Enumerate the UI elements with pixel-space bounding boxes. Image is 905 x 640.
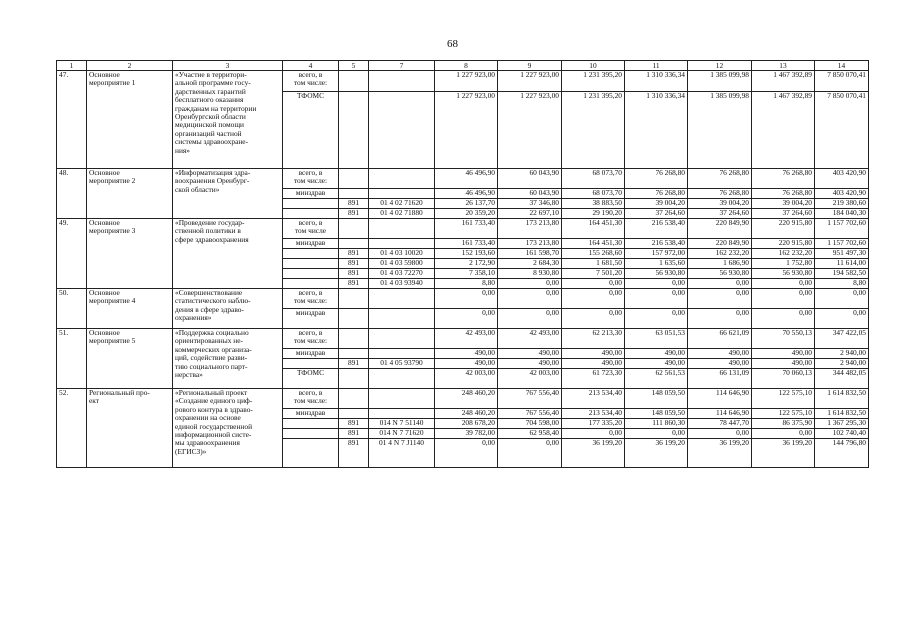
amount-cell: 0,00 (625, 289, 688, 309)
amount-cell: 2 940,00 (815, 349, 869, 359)
amount-cell: 0,00 (688, 279, 752, 289)
amount-cell: 1 231 395,20 (562, 71, 625, 92)
amount-cell: 66 131,09 (688, 369, 752, 389)
funding-source (283, 249, 339, 259)
budget-code (369, 169, 435, 189)
funding-source: минздрав (283, 349, 339, 359)
table-row (57, 219, 869, 239)
amount-cell: 0,00 (562, 429, 625, 439)
department-code (339, 189, 369, 199)
amount-cell: 148 059,50 (625, 409, 688, 419)
amount-cell: 78 447,70 (688, 419, 752, 429)
department-code (339, 71, 369, 92)
amount-cell: 347 422,05 (815, 329, 869, 349)
amount-cell: 148 059,50 (625, 389, 688, 409)
amount-cell: 177 335,20 (562, 419, 625, 429)
amount-cell: 490,00 (625, 349, 688, 359)
amount-cell: 490,00 (498, 359, 562, 369)
table-row (57, 71, 869, 92)
amount-cell: 1 227 923,00 (435, 71, 498, 92)
amount-cell: 62 213,30 (562, 329, 625, 349)
funding-source (283, 279, 339, 289)
amount-cell: 122 575,10 (752, 409, 815, 419)
budget-code: 01 4 03 10020 (369, 249, 435, 259)
budget-code (369, 71, 435, 92)
column-number: 9 (498, 61, 562, 71)
amount-cell: 122 575,10 (752, 389, 815, 409)
amount-cell: 61 723,30 (562, 369, 625, 389)
department-code (339, 289, 369, 309)
department-code (339, 349, 369, 359)
amount-cell: 1 231 395,20 (562, 92, 625, 169)
funding-source: всего, в том числе: (283, 71, 339, 92)
amount-cell: 56 930,80 (688, 269, 752, 279)
department-code (339, 239, 369, 249)
amount-cell: 37 264,60 (625, 209, 688, 219)
department-code (339, 309, 369, 329)
budget-code: 014 N 7 71620 (369, 429, 435, 439)
amount-cell: 213 534,40 (562, 389, 625, 409)
amount-cell: 220 915,80 (752, 239, 815, 249)
amount-cell: 0,00 (815, 289, 869, 309)
amount-cell: 0,00 (752, 289, 815, 309)
amount-cell: 2 940,00 (815, 359, 869, 369)
amount-cell: 184 040,30 (815, 209, 869, 219)
amount-cell: 0,00 (815, 309, 869, 329)
amount-cell: 0,00 (435, 439, 498, 468)
department-code: 891 (339, 249, 369, 259)
amount-cell: 1 635,60 (625, 259, 688, 269)
column-number: 1 (57, 61, 87, 71)
item-number: 48. (57, 169, 87, 219)
amount-cell: 144 796,80 (815, 439, 869, 468)
item-number: 47. (57, 71, 87, 169)
budget-code (369, 189, 435, 199)
amount-cell: 1 614 832,50 (815, 389, 869, 409)
department-code (339, 389, 369, 409)
amount-cell: 38 883,50 (562, 199, 625, 209)
item-description: «Региональный проект «Создание единого циф- рового контура в здраво- охранении на основе единой государственной информационной систе- мы здравоохранения (ЕГИСЗ)» (173, 389, 283, 468)
amount-cell: 8,80 (435, 279, 498, 289)
table-row (57, 289, 869, 309)
amount-cell: 220 849,90 (688, 219, 752, 239)
amount-cell: 8,80 (815, 279, 869, 289)
funding-source (283, 199, 339, 209)
amount-cell: 76 268,80 (752, 189, 815, 199)
amount-cell: 490,00 (688, 359, 752, 369)
amount-cell: 56 930,80 (625, 269, 688, 279)
amount-cell: 0,00 (688, 429, 752, 439)
amount-cell: 2 172,90 (435, 259, 498, 269)
amount-cell: 490,00 (435, 359, 498, 369)
item-description: «Совершенствование статистического наблю- дения в сфере здраво- охранения» (173, 289, 283, 329)
amount-cell: 0,00 (435, 309, 498, 329)
funding-source (283, 419, 339, 429)
budget-code (369, 409, 435, 419)
amount-cell: 208 678,20 (435, 419, 498, 429)
column-number: 10 (562, 61, 625, 71)
amount-cell: 68 073,70 (562, 169, 625, 189)
column-number: 12 (688, 61, 752, 71)
department-code: 891 (339, 199, 369, 209)
amount-cell: 161 733,40 (435, 239, 498, 249)
amount-cell: 490,00 (752, 359, 815, 369)
budget-code (369, 309, 435, 329)
amount-cell: 62 561,53 (625, 369, 688, 389)
amount-cell: 0,00 (562, 289, 625, 309)
item-description: «Информатизация здра- воохранения Оренбург- ской области» (173, 169, 283, 219)
amount-cell: 0,00 (562, 279, 625, 289)
funding-source: всего, в том числе (283, 219, 339, 239)
amount-cell: 219 380,60 (815, 199, 869, 209)
amount-cell: 1 681,50 (562, 259, 625, 269)
item-number: 50. (57, 289, 87, 329)
amount-cell: 20 359,20 (435, 209, 498, 219)
item-name: Основное мероприятие 5 (87, 329, 173, 389)
item-number: 52. (57, 389, 87, 468)
amount-cell: 60 043,90 (498, 189, 562, 199)
amount-cell: 1 227 923,00 (498, 71, 562, 92)
funding-source (283, 429, 339, 439)
amount-cell: 1 752,80 (752, 259, 815, 269)
department-code: 891 (339, 439, 369, 468)
amount-cell: 248 460,20 (435, 409, 498, 419)
amount-cell: 11 614,00 (815, 259, 869, 269)
amount-cell: 36 199,20 (752, 439, 815, 468)
budget-code: 014 N 7 51140 (369, 419, 435, 429)
amount-cell: 42 493,00 (498, 329, 562, 349)
amount-cell: 164 451,30 (562, 219, 625, 239)
table-row (57, 329, 869, 349)
amount-cell: 39 004,20 (625, 199, 688, 209)
funding-source: минздрав (283, 239, 339, 249)
item-name: Региональный про- ект (87, 389, 173, 468)
amount-cell: 403 420,90 (815, 189, 869, 199)
funding-source: минздрав (283, 409, 339, 419)
amount-cell: 1 467 392,89 (752, 71, 815, 92)
amount-cell: 86 375,90 (752, 419, 815, 429)
amount-cell: 76 268,80 (688, 169, 752, 189)
department-code (339, 219, 369, 239)
amount-cell: 39 004,20 (688, 199, 752, 209)
item-name: Основное мероприятие 3 (87, 219, 173, 289)
amount-cell: 0,00 (435, 289, 498, 309)
amount-cell: 36 199,20 (625, 439, 688, 468)
amount-cell: 0,00 (562, 309, 625, 329)
amount-cell: 1 310 336,34 (625, 71, 688, 92)
item-name: Основное мероприятие 4 (87, 289, 173, 329)
amount-cell: 213 534,40 (562, 409, 625, 419)
funding-source: всего, в том числе: (283, 389, 339, 409)
amount-cell: 173 213,80 (498, 219, 562, 239)
amount-cell: 1 227 923,00 (498, 92, 562, 169)
column-number: 4 (283, 61, 339, 71)
amount-cell: 0,00 (625, 429, 688, 439)
amount-cell: 70 550,13 (752, 329, 815, 349)
amount-cell: 1 227 923,00 (435, 92, 498, 169)
budget-code: 01 4 03 59800 (369, 259, 435, 269)
column-number-row (57, 61, 869, 71)
amount-cell: 157 972,00 (625, 249, 688, 259)
table-body (57, 71, 869, 468)
department-code: 891 (339, 419, 369, 429)
amount-cell: 37 264,60 (752, 209, 815, 219)
amount-cell: 8 930,80 (498, 269, 562, 279)
amount-cell: 0,00 (498, 279, 562, 289)
amount-cell: 173 213,80 (498, 239, 562, 249)
amount-cell: 1 614 832,50 (815, 409, 869, 419)
amount-cell: 767 556,40 (498, 409, 562, 419)
amount-cell: 39 782,00 (435, 429, 498, 439)
amount-cell: 162 232,20 (688, 249, 752, 259)
amount-cell: 164 451,30 (562, 239, 625, 249)
amount-cell: 490,00 (688, 349, 752, 359)
amount-cell: 0,00 (625, 279, 688, 289)
amount-cell: 155 268,60 (562, 249, 625, 259)
amount-cell: 1 157 702,60 (815, 239, 869, 249)
amount-cell: 42 003,00 (435, 369, 498, 389)
item-number: 49. (57, 219, 87, 289)
column-number: 5 (339, 61, 369, 71)
amount-cell: 76 268,80 (688, 189, 752, 199)
department-code (339, 369, 369, 389)
amount-cell: 0,00 (498, 309, 562, 329)
column-number: 8 (435, 61, 498, 71)
amount-cell: 490,00 (435, 349, 498, 359)
funding-source (283, 359, 339, 369)
funding-source (283, 439, 339, 468)
amount-cell: 37 264,60 (688, 209, 752, 219)
department-code: 891 (339, 429, 369, 439)
amount-cell: 162 232,20 (752, 249, 815, 259)
department-code: 891 (339, 359, 369, 369)
page-number: 68 (447, 38, 458, 50)
department-code (339, 329, 369, 349)
amount-cell: 60 043,90 (498, 169, 562, 189)
budget-code (369, 389, 435, 409)
amount-cell: 220 915,80 (752, 219, 815, 239)
amount-cell: 0,00 (688, 309, 752, 329)
amount-cell: 767 556,40 (498, 389, 562, 409)
amount-cell: 216 538,40 (625, 219, 688, 239)
budget-code (369, 289, 435, 309)
amount-cell: 1 686,90 (688, 259, 752, 269)
amount-cell: 7 850 070,41 (815, 92, 869, 169)
department-code (339, 409, 369, 419)
amount-cell: 111 860,30 (625, 419, 688, 429)
item-description: «Проведение государ- ственной политики в сфере здравоохранения (173, 219, 283, 289)
amount-cell: 161 598,70 (498, 249, 562, 259)
amount-cell: 76 268,80 (625, 189, 688, 199)
amount-cell: 7 501,20 (562, 269, 625, 279)
amount-cell: 161 733,40 (435, 219, 498, 239)
budget-code: 01 4 N 7 J1140 (369, 439, 435, 468)
amount-cell: 7 850 070,41 (815, 71, 869, 92)
budget-code: 01 4 02 71620 (369, 199, 435, 209)
amount-cell: 76 268,80 (752, 169, 815, 189)
item-number: 51. (57, 329, 87, 389)
amount-cell: 114 646,90 (688, 409, 752, 419)
department-code: 891 (339, 279, 369, 289)
item-description: «Участие в территори- альной программе госу- дарственных гарантий бесплатного оказания гражданам на территории Оренбургской области медицинской помощи организаций частной системы здравоохране- ния» (173, 71, 283, 169)
amount-cell: 76 268,80 (625, 169, 688, 189)
item-name: Основное мероприятие 2 (87, 169, 173, 219)
funding-source: всего, в том числе: (283, 289, 339, 309)
amount-cell: 248 460,20 (435, 389, 498, 409)
funding-source: всего, в том числе: (283, 169, 339, 189)
amount-cell: 490,00 (625, 359, 688, 369)
amount-cell: 490,00 (498, 349, 562, 359)
budget-code (369, 329, 435, 349)
budget-code: 01 4 02 71880 (369, 209, 435, 219)
budget-code (369, 349, 435, 359)
funding-source (283, 269, 339, 279)
amount-cell: 68 073,70 (562, 189, 625, 199)
amount-cell: 0,00 (498, 289, 562, 309)
amount-cell: 490,00 (562, 349, 625, 359)
amount-cell: 0,00 (752, 429, 815, 439)
amount-cell: 220 849,90 (688, 239, 752, 249)
amount-cell: 36 199,20 (562, 439, 625, 468)
budget-code: 01 4 05 93790 (369, 359, 435, 369)
department-code: 891 (339, 209, 369, 219)
amount-cell: 42 003,00 (498, 369, 562, 389)
amount-cell: 0,00 (498, 439, 562, 468)
amount-cell: 0,00 (752, 309, 815, 329)
amount-cell: 56 930,80 (752, 269, 815, 279)
amount-cell: 1 467 392,89 (752, 92, 815, 169)
amount-cell: 66 621,09 (688, 329, 752, 349)
table-row (57, 389, 869, 409)
column-number: 3 (173, 61, 283, 71)
budget-code (369, 239, 435, 249)
amount-cell: 0,00 (625, 309, 688, 329)
amount-cell: 1 367 295,30 (815, 419, 869, 429)
budget-code (369, 369, 435, 389)
amount-cell: 194 582,50 (815, 269, 869, 279)
funding-source: минздрав (283, 189, 339, 199)
amount-cell: 403 420,90 (815, 169, 869, 189)
amount-cell: 29 190,20 (562, 209, 625, 219)
amount-cell: 152 193,60 (435, 249, 498, 259)
amount-cell: 490,00 (562, 359, 625, 369)
amount-cell: 0,00 (752, 279, 815, 289)
column-number: 7 (369, 61, 435, 71)
amount-cell: 114 646,90 (688, 389, 752, 409)
amount-cell: 490,00 (752, 349, 815, 359)
amount-cell: 37 346,80 (498, 199, 562, 209)
column-number: 2 (87, 61, 173, 71)
budget-code: 01 4 03 72270 (369, 269, 435, 279)
amount-cell: 39 004,20 (752, 199, 815, 209)
amount-cell: 46 496,90 (435, 169, 498, 189)
amount-cell: 1 385 099,98 (688, 71, 752, 92)
item-name: Основное мероприятие 1 (87, 71, 173, 169)
funding-source: минздрав (283, 309, 339, 329)
amount-cell: 36 199,20 (688, 439, 752, 468)
column-number: 11 (625, 61, 688, 71)
amount-cell: 0,00 (688, 289, 752, 309)
funding-source (283, 259, 339, 269)
department-code: 891 (339, 259, 369, 269)
amount-cell: 1 310 336,34 (625, 92, 688, 169)
amount-cell: 63 051,53 (625, 329, 688, 349)
amount-cell: 1 157 702,60 (815, 219, 869, 239)
funding-source: всего, в том числе: (283, 329, 339, 349)
table-row (57, 169, 869, 189)
amount-cell: 2 684,30 (498, 259, 562, 269)
budget-code (369, 92, 435, 169)
amount-cell: 1 385 099,98 (688, 92, 752, 169)
item-description: «Поддержка социально ориентированных не- коммерческих организа- ций, содействие разви- тию социального парт- нерства» (173, 329, 283, 389)
amount-cell: 704 598,00 (498, 419, 562, 429)
department-code (339, 92, 369, 169)
amount-cell: 7 358,10 (435, 269, 498, 279)
amount-cell: 951 497,30 (815, 249, 869, 259)
budget-code: 01 4 03 93940 (369, 279, 435, 289)
amount-cell: 102 740,40 (815, 429, 869, 439)
department-code: 891 (339, 269, 369, 279)
amount-cell: 46 496,90 (435, 189, 498, 199)
amount-cell: 70 060,13 (752, 369, 815, 389)
funding-source: ТФОМС (283, 369, 339, 389)
amount-cell: 344 482,05 (815, 369, 869, 389)
department-code (339, 169, 369, 189)
funding-source (283, 209, 339, 219)
amount-cell: 42 493,00 (435, 329, 498, 349)
amount-cell: 22 697,10 (498, 209, 562, 219)
amount-cell: 26 137,70 (435, 199, 498, 209)
column-number: 13 (752, 61, 815, 71)
amount-cell: 216 538,40 (625, 239, 688, 249)
funding-source: ТФОМС (283, 92, 339, 169)
amount-cell: 62 958,40 (498, 429, 562, 439)
column-number: 14 (815, 61, 869, 71)
budget-table (56, 60, 869, 468)
budget-code (369, 219, 435, 239)
